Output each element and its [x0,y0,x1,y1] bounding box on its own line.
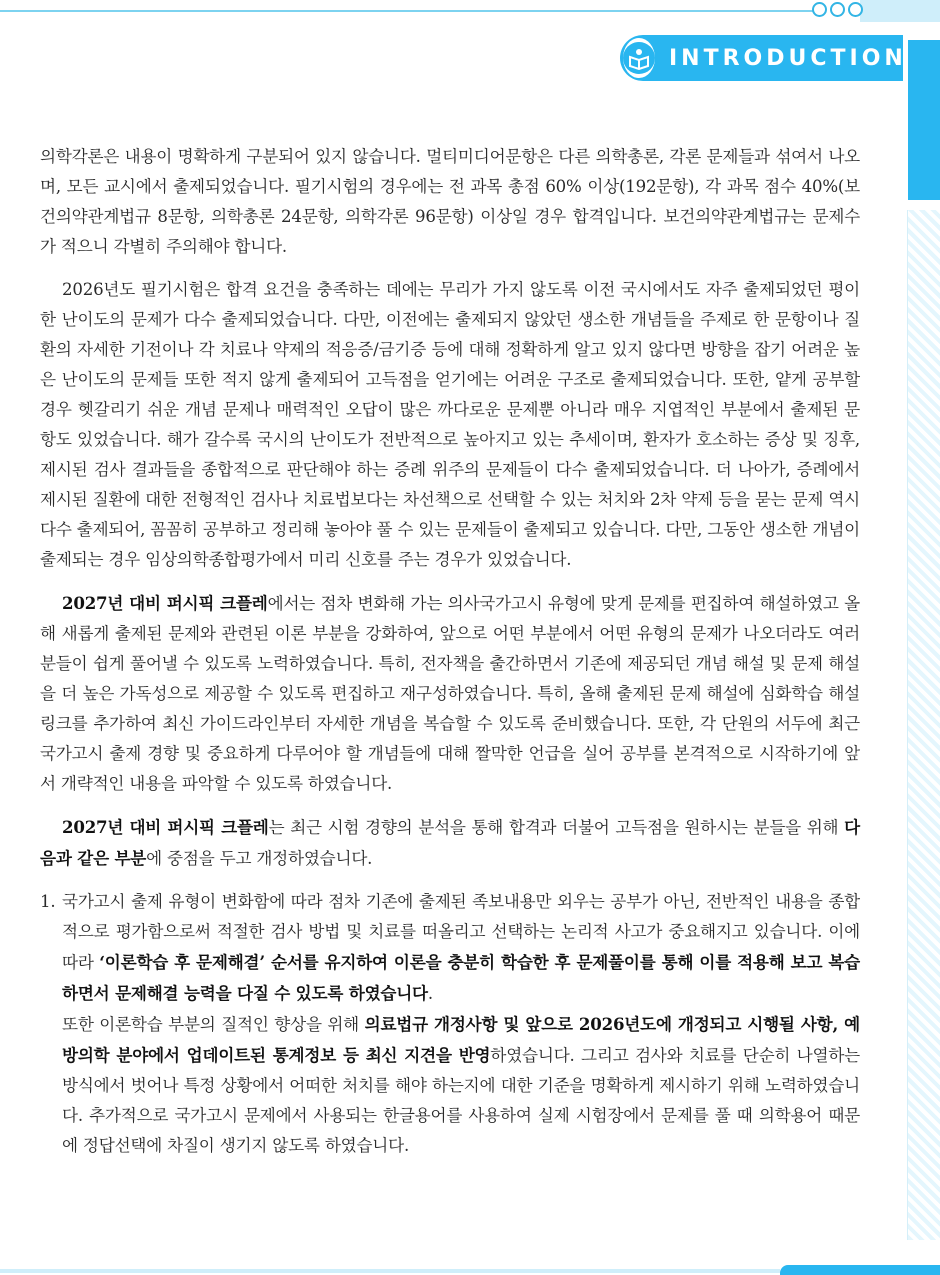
list-text: 국가고시 출제 유형이 변화함에 따라 점차 기존에 출제된 족보내용만 외우는 공부가 아닌, 전반적인 내용을 종합적으로 평가함으로써 적절한 검사 방법 및 치료를 떠올리고 선택하는 논리적 사고가 중요해지고 있습니다. 이에 따라 [62,892,860,972]
paragraph-1: 의학각론은 내용이 명확하게 구분되어 있지 않습니다. 멀티미디어문항은 다른 의학총론, 각론 문제들과 섞여서 나오며, 모든 교시에서 출제되었습니다. 필기시험의 경우에는 전 과목 총점 60% 이상(192문항), 각 과목 점수 40%(보건의약관계법규 8문항, 의학총론 24문항, 의학각론 96문항) 이상일 경우 합격입니다. 보건의약관계법규는 문제수가 적으니 각별히 주의해야 합니다. [40,147,860,256]
list-item-para-1 [62,887,860,1009]
emphasis-bold: 의료법규 개정사항 및 앞으로 2026년도에 개정되고 시행될 사항, 예방의학 분야에서 업데이트된 통계정보 등 최신 지견을 반영 [62,1014,860,1065]
book-reader-icon [627,46,651,70]
list-text: . [427,984,433,1003]
bottom-rule [0,1269,780,1273]
list-item-para-2 [62,1009,860,1161]
intro-body [40,142,860,1161]
list-number: 1. [40,892,56,911]
paragraph-4-text: 는 최근 시험 경향의 분석을 통해 합격과 더불어 고득점을 원하시는 분들을 위해 [268,818,845,837]
list-text: 하였습니다. 그리고 검사와 치료를 단순히 나열하는 방식에서 벗어나 특정 상황에서 어떠한 처치를 해야 하는지에 대한 기준을 명확하게 제시하기 위해 노력하였습니다. 추가적으로 국가고시 문제에서 사용되는 한글용어를 사용하여 실제 시험장에서 문제를 풀 때 의학용어 때문에 정답선택에 차질이 생기지 않도록 하였습니다. [62,1046,860,1155]
emphasis-bold: 다음과 같은 부분 [40,817,860,868]
list-item-1 [40,887,860,1161]
header-title: INTRODUCTION [669,45,907,71]
list-item-body [62,887,860,1161]
book-title-bold: 2027년 대비 퍼시픽 크플레 [62,593,268,613]
right-stripe-bar [907,210,940,1240]
emphasis-bold: ‘이론학습 후 문제해결’ 순서를 유지하여 이론을 충분히 학습한 후 문제풀이를 통해 이를 적용해 보고 복습하면서 문제해결 능력을 다질 수 있도록 하였습니다 [62,952,860,1003]
paragraph-3 [40,588,860,799]
header-badge [623,38,655,78]
top-band [860,0,940,22]
paragraph-4 [40,812,860,874]
paragraph-2: 2026년도 필기시험은 합격 요건을 충족하는 데에는 무리가 가지 않도록 이전 국시에서도 자주 출제되었던 평이한 난이도의 문제가 다수 출제되었습니다. 다만, 이전에는 출제되지 않았던 생소한 개념들을 주제로 한 문항이나 질환의 자세한 기전이나 각 치료나 약제의 적응증/금기증 등에 대해 정확하게 알고 있지 않다면 방향을 잡기 어려운 높은 난이도의 문제들 또한 적지 않게 출제되어 고득점을 얻기에는 어려운 구조로 출제되었습니다. 또한, 얕게 공부할 경우 헷갈리기 쉬운 개념 문제나 매력적인 오답이 많은 까다로운 문제뿐 아니라 매우 지엽적인 부분에서 출제된 문항도 있었습니다. 해가 갈수록 국시의 난이도가 전반적으로 높아지고 있는 추세이며, 환자가 호소하는 증상 및 징후, 제시된 검사 결과들을 종합적으로 판단해야 하는 증례 위주의 문제들이 다수 출제되었습니다. 더 나아가, 증례에서 제시된 질환에 대한 전형적인 검사나 치료법보다는 차선책으로 선택할 수 있는 처치와 2차 약제 등을 묻는 문제 역시 다수 출제되어, 꼼꼼히 공부하고 정리해 놓아야 풀 수 있는 문제들이 출제되고 있습니다. 다만, 그동안 생소한 개념이 출제되는 경우 임상의학종합평가에서 미리 신호를 주는 경우가 있었습니다. [40,280,860,569]
paragraph-3-text: 에서는 점차 변화해 가는 의사국가고시 유형에 맞게 문제를 편집하여 해설하였고 올해 새롭게 출제된 문제와 관련된 이론 부분을 강화하여, 앞으로 어떤 부분에서 어떤 유형의 문제가 나오더라도 여러분들이 쉽게 풀어낼 수 있도록 노력하였습니다. 특히, 전자책을 출간하면서 기존에 제공되던 개념 해설 및 문제 해설을 더 높은 가독성으로 제공할 수 있도록 편집하고 재구성하였습니다. 특히, 올해 출제된 문제 해설에 심화학습 해설 링크를 추가하여 최신 가이드라인부터 자세한 개념을 복습할 수 있도록 준비했습니다. 또한, 각 단원의 서두에 최근 국가고시 출제 경향 및 중요하게 다루어야 할 개념들에 대해 짤막한 언급을 실어 공부를 본격적으로 시작하기에 앞서 개략적인 내용을 파악할 수 있도록 하였습니다. [40,594,860,793]
bottom-accent [780,1265,940,1275]
list-text: 또한 이론학습 부분의 질적인 향상을 위해 [62,1015,365,1034]
right-accent-bar [908,40,940,200]
top-rule [0,10,820,12]
book-title-bold: 2027년 대비 퍼시픽 크플레 [62,817,269,837]
section-header [620,35,907,81]
top-circles [812,2,863,18]
paragraph-4-end: 에 중점을 두고 개정하였습니다. [146,849,373,868]
